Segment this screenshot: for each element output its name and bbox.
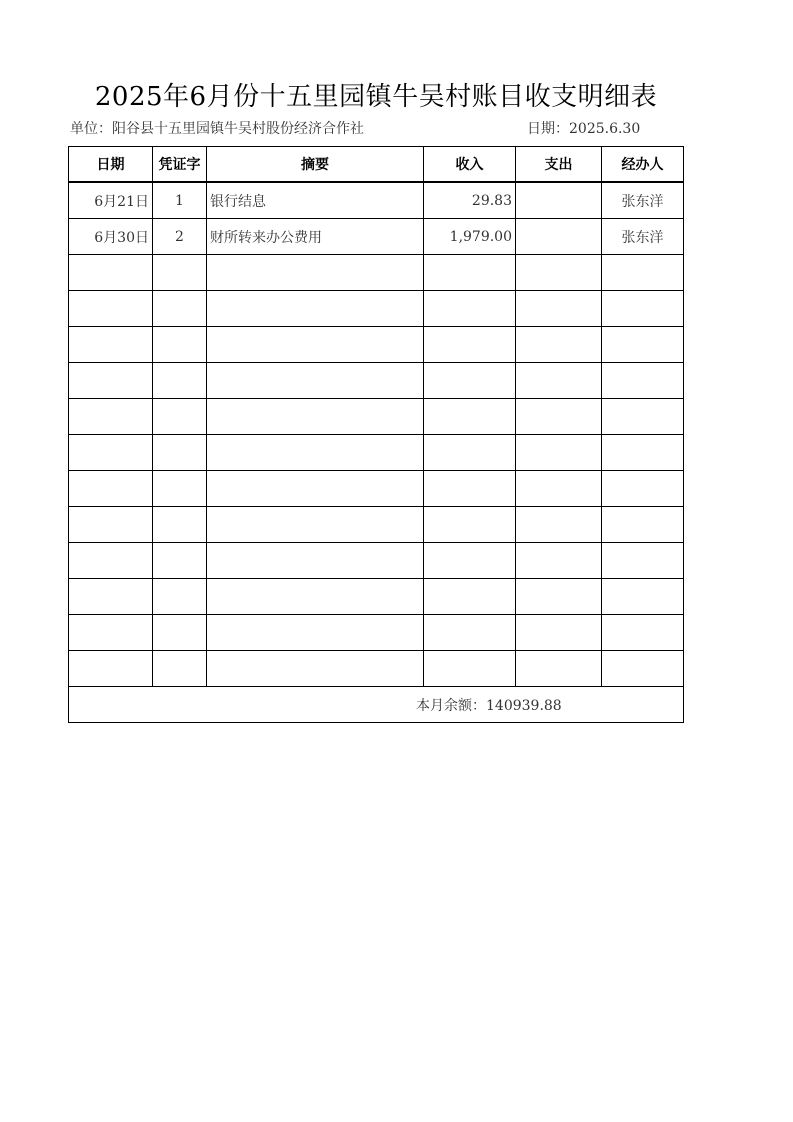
cell-handler (602, 543, 684, 579)
cell-income (424, 579, 516, 615)
cell-expense (516, 291, 602, 327)
cell-summary: 财所转来办公费用 (207, 219, 424, 255)
cell-voucher (153, 651, 207, 687)
unit-label: 单位：阳谷县十五里园镇牛吴村股份经济合作社 (70, 121, 364, 137)
cell-handler (602, 327, 684, 363)
cell-date (69, 399, 153, 435)
cell-income (424, 615, 516, 651)
cell-voucher (153, 579, 207, 615)
column-header-voucher: 凭证字 (153, 147, 207, 183)
cell-summary (207, 327, 424, 363)
cell-summary (207, 255, 424, 291)
cell-voucher: 2 (153, 219, 207, 255)
cell-income (424, 327, 516, 363)
cell-expense (516, 543, 602, 579)
cell-handler (602, 507, 684, 543)
cell-expense (516, 255, 602, 291)
cell-date (69, 471, 153, 507)
cell-voucher (153, 291, 207, 327)
cell-handler (602, 615, 684, 651)
cell-date: 6月21日 (69, 182, 153, 219)
cell-income (424, 471, 516, 507)
cell-income (424, 399, 516, 435)
cell-date (69, 615, 153, 651)
cell-income (424, 651, 516, 687)
cell-summary: 银行结息 (207, 182, 424, 219)
cell-handler: 张东洋 (602, 182, 684, 219)
cell-summary (207, 507, 424, 543)
table-row (69, 471, 684, 507)
cell-voucher (153, 507, 207, 543)
cell-voucher (153, 471, 207, 507)
cell-expense (516, 399, 602, 435)
ledger-table (68, 146, 684, 723)
column-header-income: 收入 (424, 147, 516, 183)
table-row (69, 651, 684, 687)
cell-handler (602, 651, 684, 687)
cell-date: 6月30日 (69, 219, 153, 255)
table-row (69, 291, 684, 327)
cell-income (424, 507, 516, 543)
cell-summary (207, 543, 424, 579)
cell-summary (207, 291, 424, 327)
cell-summary (207, 579, 424, 615)
cell-date (69, 435, 153, 471)
table-row (69, 363, 684, 399)
cell-income (424, 255, 516, 291)
column-header-date: 日期 (69, 147, 153, 183)
cell-date (69, 579, 153, 615)
cell-income: 1,979.00 (424, 219, 516, 255)
cell-voucher (153, 363, 207, 399)
cell-handler (602, 435, 684, 471)
cell-summary (207, 471, 424, 507)
cell-expense (516, 363, 602, 399)
cell-date (69, 291, 153, 327)
table-row (69, 182, 684, 219)
page-title: 2025年6月份十五里园镇牛吴村账目收支明细表 (94, 82, 658, 112)
cell-expense (516, 507, 602, 543)
cell-voucher: 1 (153, 182, 207, 219)
column-header-expense: 支出 (516, 147, 602, 183)
cell-date (69, 507, 153, 543)
cell-income (424, 435, 516, 471)
cell-expense (516, 182, 602, 219)
cell-date (69, 363, 153, 399)
cell-handler (602, 399, 684, 435)
cell-voucher (153, 615, 207, 651)
table-row (69, 219, 684, 255)
date-label: 日期：2025.6.30 (527, 121, 641, 137)
cell-summary (207, 615, 424, 651)
cell-income: 29.83 (424, 182, 516, 219)
cell-expense (516, 471, 602, 507)
cell-expense (516, 615, 602, 651)
table-row (69, 399, 684, 435)
column-header-handler: 经办人 (602, 147, 684, 183)
cell-date (69, 543, 153, 579)
cell-expense (516, 327, 602, 363)
cell-handler (602, 291, 684, 327)
cell-handler (602, 471, 684, 507)
cell-handler (602, 255, 684, 291)
cell-summary (207, 651, 424, 687)
cell-expense (516, 579, 602, 615)
cell-summary (207, 435, 424, 471)
column-header-summary: 摘要 (207, 147, 424, 183)
cell-handler (602, 579, 684, 615)
table-row (69, 579, 684, 615)
cell-income (424, 363, 516, 399)
cell-income (424, 291, 516, 327)
cell-voucher (153, 255, 207, 291)
cell-date (69, 327, 153, 363)
cell-handler: 张东洋 (602, 219, 684, 255)
cell-date (69, 651, 153, 687)
cell-voucher (153, 327, 207, 363)
cell-expense (516, 435, 602, 471)
cell-voucher (153, 399, 207, 435)
cell-date (69, 255, 153, 291)
cell-handler (602, 363, 684, 399)
balance-row (69, 687, 684, 723)
table-row (69, 255, 684, 291)
cell-voucher (153, 435, 207, 471)
table-row (69, 435, 684, 471)
cell-expense (516, 219, 602, 255)
table-row (69, 615, 684, 651)
table-row (69, 543, 684, 579)
cell-summary (207, 399, 424, 435)
table-row (69, 507, 684, 543)
cell-expense (516, 651, 602, 687)
cell-voucher (153, 543, 207, 579)
table-header-row (69, 147, 684, 183)
balance-cell (69, 687, 684, 723)
month-balance: 本月余额：140939.88 (416, 697, 562, 714)
cell-income (424, 543, 516, 579)
table-row (69, 327, 684, 363)
cell-summary (207, 363, 424, 399)
